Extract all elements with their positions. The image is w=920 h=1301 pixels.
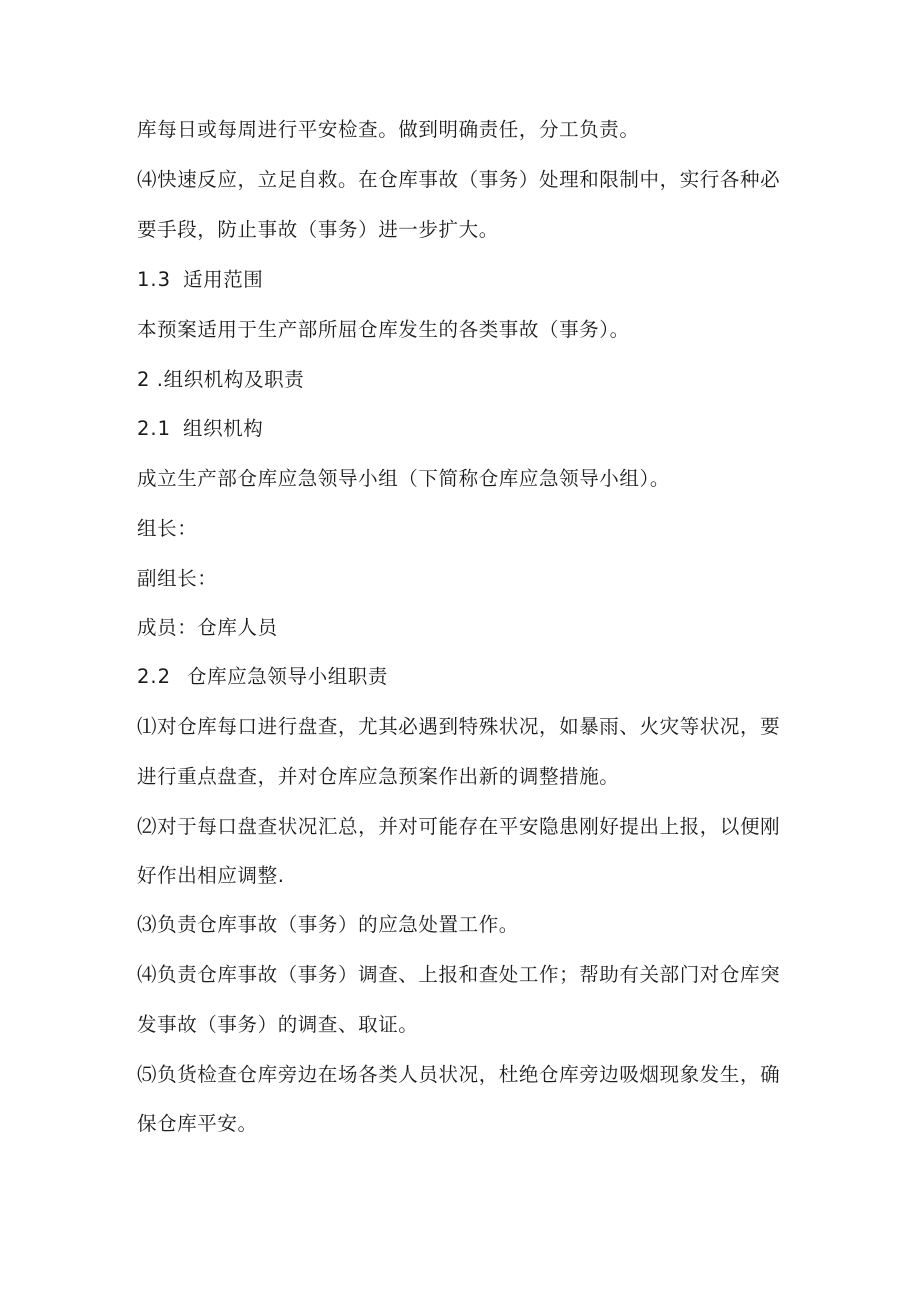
paragraph-line: ⑶负责仓库事故（事务）的应急处置工作。 (137, 913, 519, 936)
paragraph-line: ⑷负责仓库事故（事务）调查、上报和查处工作；帮助有关部门对仓库突 (137, 963, 781, 986)
paragraph-line: 要手段，防止事故（事务）进一步扩大。 (137, 218, 499, 241)
section-number: 2.1 (137, 417, 172, 440)
section-heading (137, 416, 797, 442)
section-heading (137, 267, 797, 293)
section-title: 组织机构 (183, 417, 264, 440)
paragraph-line: 成立生产部仓库应急领导小组（下简称仓库应急领导小组）。 (137, 467, 670, 490)
section-heading (137, 664, 797, 690)
paragraph-line: ⑵对于每口盘查状况汇总，并对可能存在平安隐患刚好提出上报，以便刚 (137, 815, 781, 838)
section-number: 2.2 (137, 665, 172, 688)
paragraph-line: 保仓库平安。 (137, 1112, 258, 1135)
role-line-members: 成员：仓库人员 (137, 616, 278, 639)
paragraph-line: 库每日或每周进行平安检查。做到明确责任，分工负责。 (137, 118, 640, 141)
chapter-heading: 2 .组织机构及职责 (137, 368, 305, 391)
paragraph-line: ⑷快速反应，立足自救。在仓库事故（事务）处理和限制中，实行各种必 (137, 168, 781, 191)
section-number: 1.3 (137, 268, 172, 291)
paragraph-line: 好作出相应调整. (137, 864, 285, 887)
paragraph-line: ⑴对仓库每口进行盘查，尤其必遇到特殊状况，如暴雨、火灾等状况，要 (137, 715, 781, 738)
paragraph-line: 本预案适用于生产部所屈仓库发生的各类事故（事务）。 (137, 318, 630, 341)
section-title: 仓库应急领导小组职责 (187, 665, 389, 688)
paragraph-line: 进行重点盘查，并对仓库应急预案作出新的调整措施。 (137, 765, 620, 788)
role-line-leader: 组长： (137, 517, 198, 540)
role-line-deputy: 副组长： (137, 567, 218, 590)
section-title: 适用范围 (183, 268, 264, 291)
paragraph-line: ⑸负货检查仓库旁边在场各类人员状况，杜绝仓库旁边吸烟现象发生，确 (137, 1063, 781, 1086)
paragraph-line: 发事故（事务）的调查、取证。 (137, 1013, 419, 1036)
